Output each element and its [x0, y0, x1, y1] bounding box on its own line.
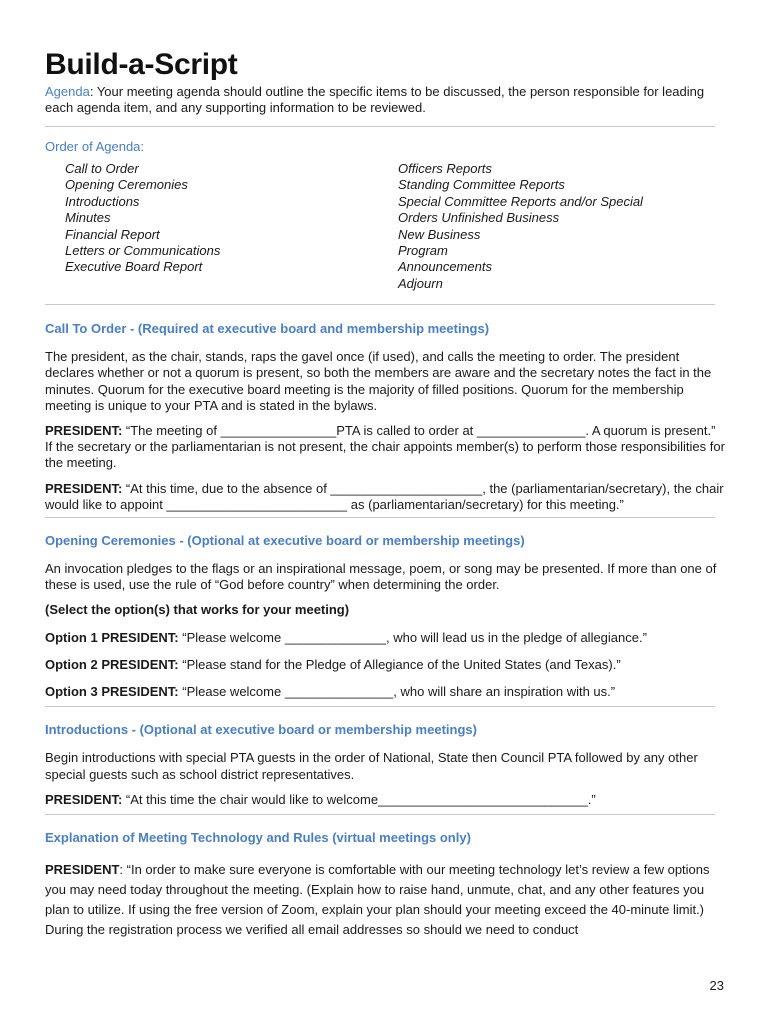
agenda-item: New Business [398, 226, 481, 242]
option-1-label: Option 1 PRESIDENT: [45, 629, 179, 645]
order-of-agenda-heading: Order of Agenda: [45, 139, 145, 154]
president-label: PRESIDENT [45, 861, 120, 877]
agenda-label: Agenda [45, 84, 90, 99]
agenda-item: Special Committee Reports and/or Special [398, 193, 643, 209]
agenda-left-column [65, 161, 398, 292]
script-text: “At this time the chair would like to welcome_____________________________.” [122, 791, 596, 807]
president-label: PRESIDENT: [45, 791, 123, 807]
script-text: “At this time, due to the absence of _____________________, the (parliamentarian/secretary), the chair would like to appoint _________________________ as (parliamentarian/secretary) for this meeting.” [45, 480, 724, 512]
agenda-item: Program [398, 243, 448, 259]
agenda-intro-text: : Your meeting agenda should outline the specific items to be discussed, the person responsible for leading each agenda item, and any supporting information to be reviewed. [45, 84, 705, 115]
agenda-item: Announcements [398, 259, 492, 275]
agenda-right-column [398, 161, 643, 292]
divider [45, 814, 715, 815]
agenda-item: Standing Committee Reports [398, 177, 565, 193]
agenda-item: Adjourn [398, 275, 443, 291]
divider [45, 517, 715, 518]
agenda-item: Opening Ceremonies [65, 177, 188, 193]
document-page [45, 48, 725, 940]
introductions-president-script [45, 792, 725, 808]
agenda-item: Officers Reports [398, 161, 492, 176]
divider [45, 706, 715, 707]
appoint-president-script [45, 481, 725, 513]
technology-president-script [45, 860, 725, 940]
agenda-item: Orders Unfinished Business [398, 210, 560, 226]
script-text: “Please stand for the Pledge of Allegiance of the United States (and Texas).” [178, 656, 621, 672]
page-number: 23 [709, 978, 724, 993]
president-label: PRESIDENT: [45, 480, 123, 496]
agenda-item: Minutes [65, 210, 111, 226]
script-text: : “In order to make sure everyone is comfortable with our meeting technology let’s review a few options you may need today throughout the meeting. (Explain how to raise hand, unmute, chat, and any other features you plan to utilize. If using the free version of Zoom, explain your plan should your meeting exceed the 40-minute limit.) During the registration process we verified all email addresses so should we need to conduct [45, 861, 710, 937]
call-to-order-heading: Call To Order - (Required at executive board and membership meetings) [45, 321, 490, 337]
agenda-item: Letters or Communications [65, 243, 221, 259]
agenda-item: Executive Board Report [65, 259, 203, 275]
option-3-script [45, 684, 725, 700]
agenda-intro [45, 84, 725, 116]
president-label: PRESIDENT: [45, 423, 123, 439]
option-1-script [45, 630, 725, 646]
select-option-text: (Select the option(s) that works for your meeting) [45, 602, 350, 618]
agenda-item: Financial Report [65, 226, 160, 242]
call-to-order-paragraph: The president, as the chair, stands, raps the gavel once (if used), and calls the meeting to order. The president declares whether or not a quorum is present, so both the members are aware and the secretary notes the fact in the minutes. Quorum for the executive board meeting is the majority of filled positions. Quorum for the membership meeting is unique to your PTA and is stated in the bylaws. [45, 349, 712, 413]
agenda-item: Introductions [65, 193, 140, 209]
agenda-list [45, 161, 725, 292]
select-option-note [45, 602, 725, 618]
introductions-paragraph: Begin introductions with special PTA guests in the order of National, State then Council PTA followed by any other special guests such as school district representatives. [45, 750, 698, 782]
script-text: “Please welcome ______________, who will lead us in the pledge of allegiance.” [178, 629, 647, 645]
introductions-heading: Introductions - (Optional at executive board or membership meetings) [45, 722, 477, 738]
opening-ceremonies-heading: Opening Ceremonies - (Optional at executive board or membership meetings) [45, 533, 525, 549]
script-text: “Please welcome _______________, who will share an inspiration with us.” [178, 684, 616, 700]
script-text: “The meeting of ________________PTA is called to order at _______________. A quorum is present.” If the secretary or the parliamentarian is not present, the chair appoints member(s) to perform those responsibilities for the meeting. [45, 423, 725, 471]
call-to-order-president-script [45, 423, 725, 472]
option-3-label: Option 3 PRESIDENT: [45, 684, 179, 700]
divider [45, 126, 715, 127]
option-2-script [45, 657, 725, 673]
divider [45, 304, 715, 305]
page-title: Build-a-Script [45, 48, 238, 81]
opening-ceremonies-paragraph: An invocation pledges to the flags or an inspirational message, poem, or song may be presented. If more than one of these is used, use the rule of “God before country” when determining the order. [45, 561, 717, 593]
technology-heading: Explanation of Meeting Technology and Rules (virtual meetings only) [45, 829, 471, 845]
option-2-label: Option 2 PRESIDENT: [45, 656, 179, 672]
agenda-item: Call to Order [65, 161, 139, 176]
